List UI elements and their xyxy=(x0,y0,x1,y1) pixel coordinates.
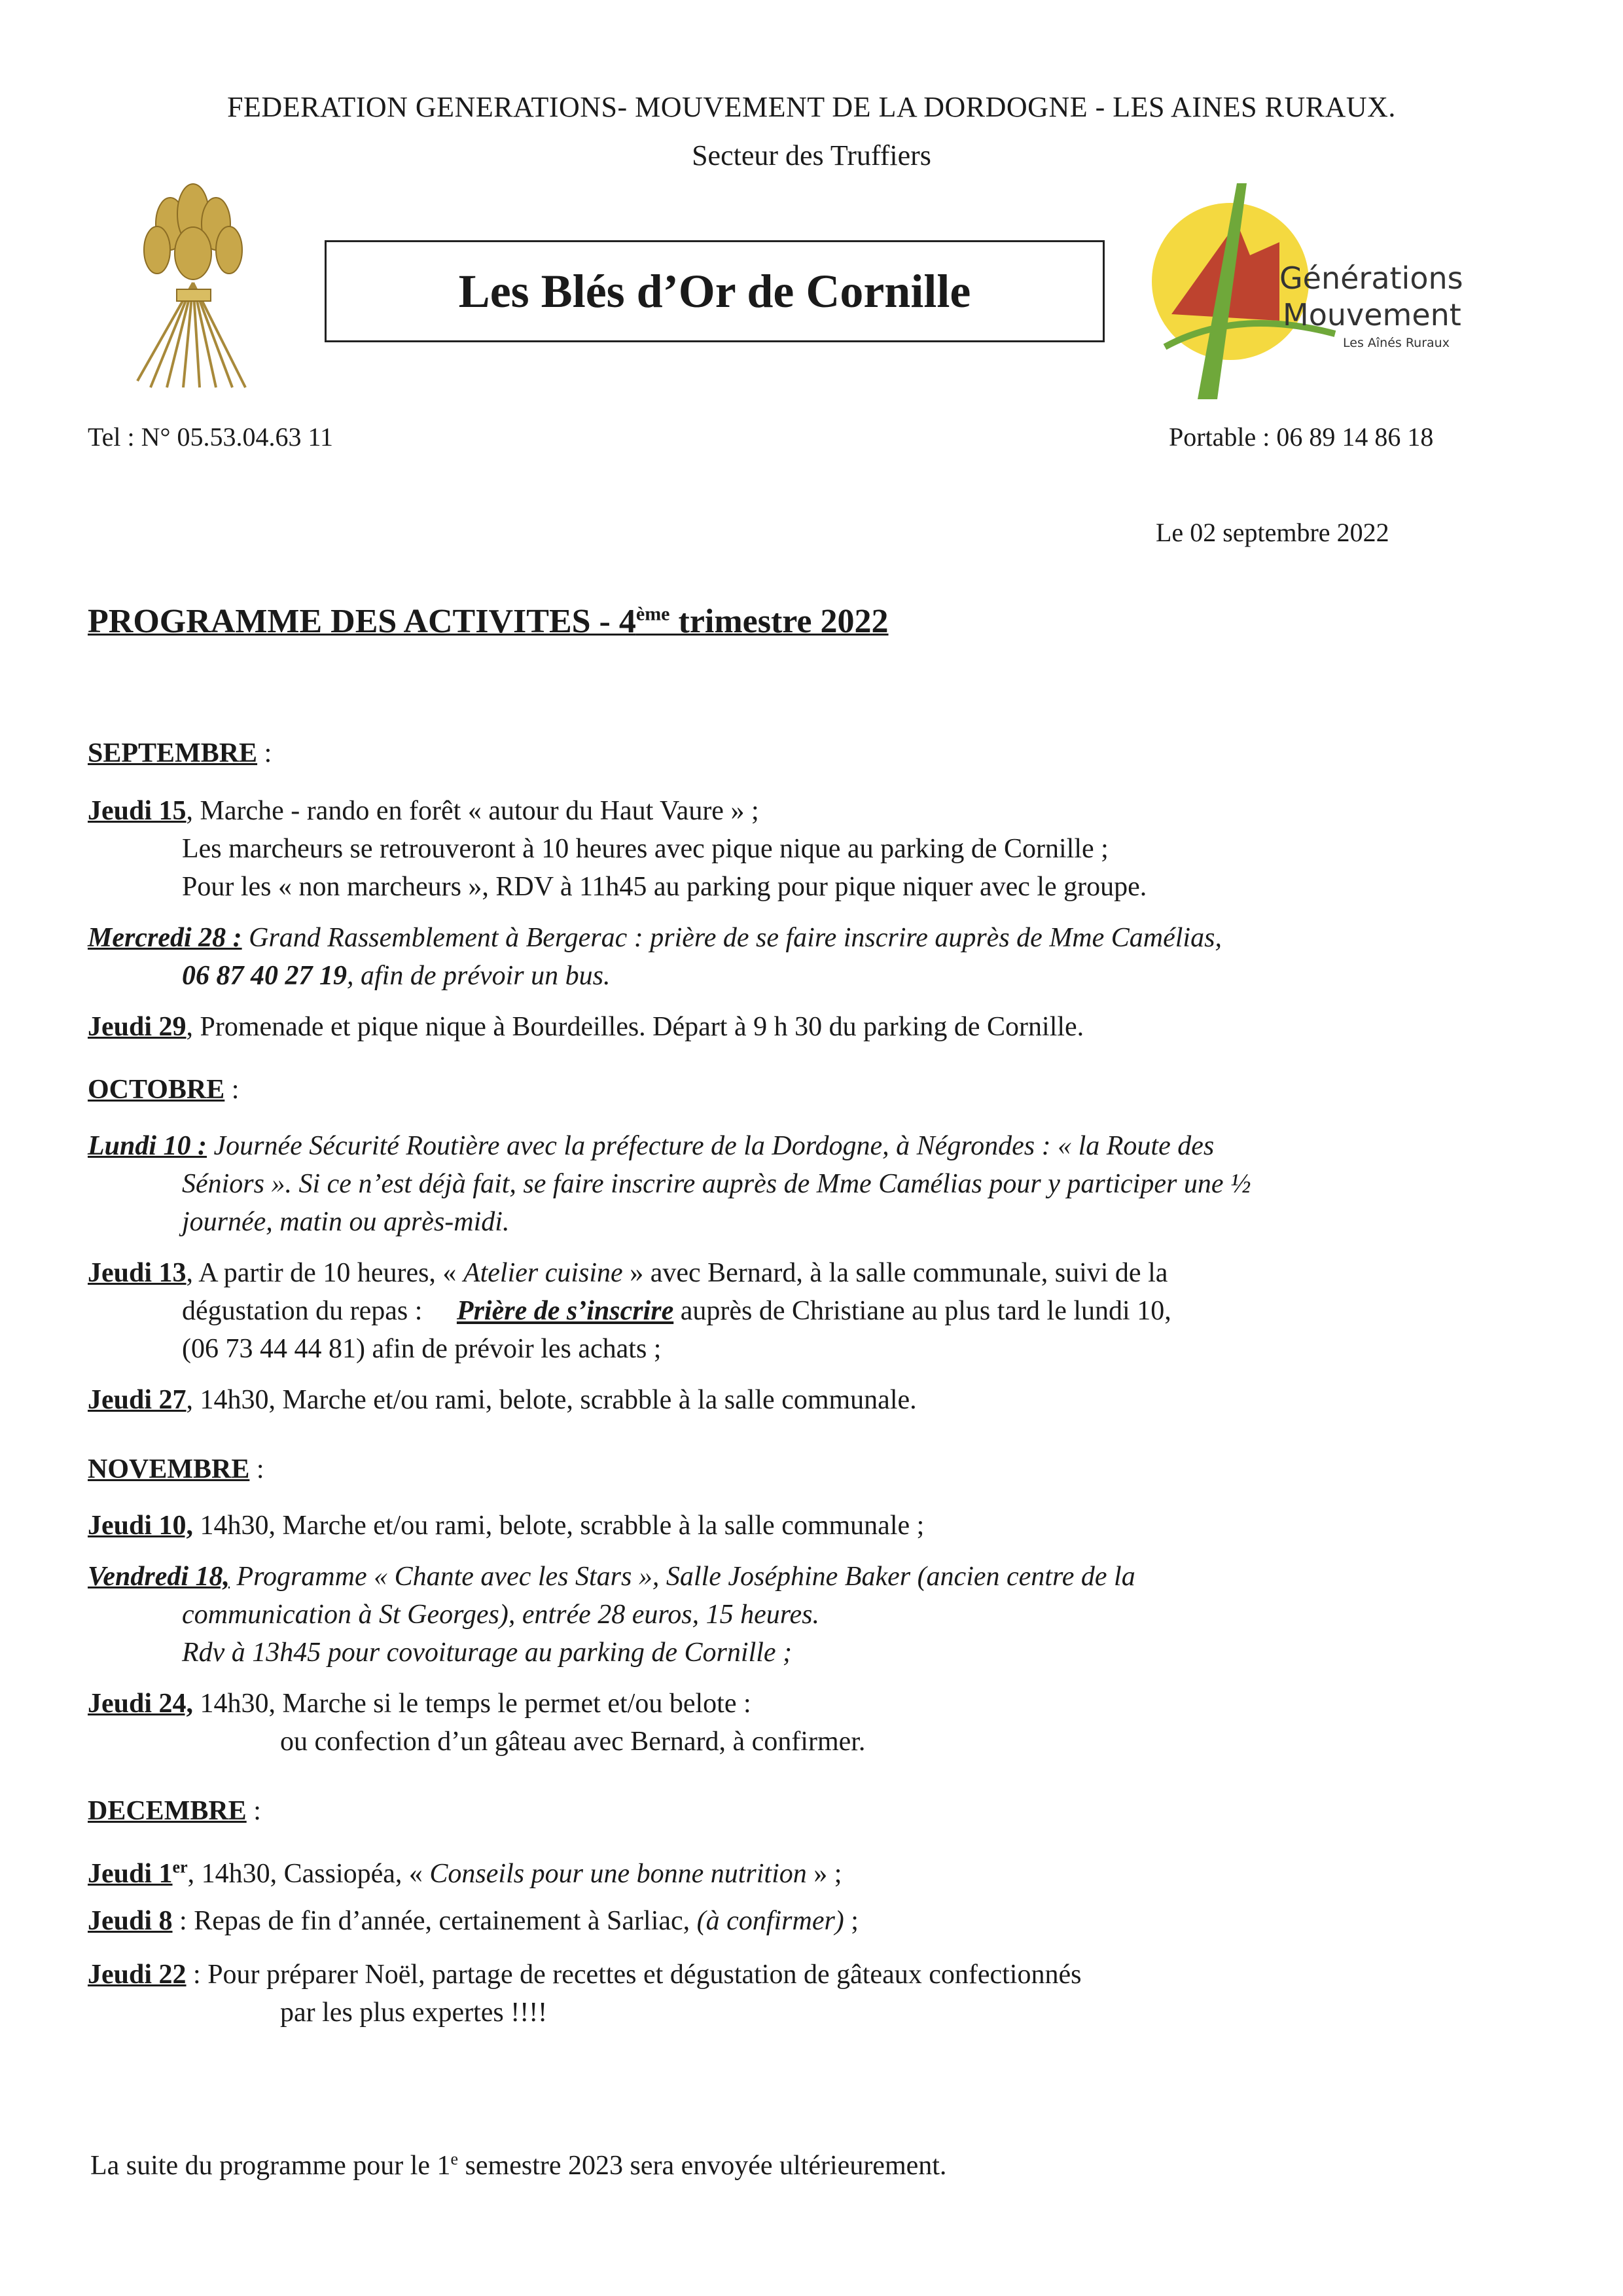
event-text: , Promenade et pique nique à Bourdeilles. Départ à 9 h 30 du parking de Cornille. xyxy=(186,1012,1084,1042)
event-novembre-24 xyxy=(88,1685,751,1723)
month-label: SEPTEMBRE xyxy=(88,738,258,768)
program-title xyxy=(88,602,889,641)
event-text-italic: Conseils pour une bonne nutrition xyxy=(429,1859,807,1889)
event-text-italic: (à confirmer) xyxy=(696,1906,844,1936)
club-title: Les Blés d’Or de Cornille xyxy=(325,240,1105,342)
month-heading-novembre xyxy=(88,1450,264,1488)
event-day: Jeudi 22 xyxy=(88,1960,187,1990)
event-text: dégustation du repas : xyxy=(182,1296,457,1326)
telephone-number: Tel : N° 05.53.04.63 11 xyxy=(88,422,334,452)
event-text: auprès de Christiane au plus tard le lundi 10, xyxy=(673,1296,1171,1326)
month-heading-septembre xyxy=(88,734,272,772)
event-day: Jeudi 29 xyxy=(88,1012,187,1042)
event-day: Vendredi 18, xyxy=(88,1562,230,1592)
event-septembre-28-line2 xyxy=(182,957,610,995)
secteur-subheading: Secteur des Truffiers xyxy=(692,139,931,171)
federation-heading: FEDERATION GENERATIONS- MOUVEMENT DE LA DORDOGNE - LES AINES RURAUX. xyxy=(227,91,1396,123)
month-label: NOVEMBRE xyxy=(88,1454,250,1484)
event-text: , 14h30, Marche et/ou rami, belote, scrabble à la salle communale. xyxy=(186,1385,917,1415)
event-octobre-27 xyxy=(88,1381,917,1419)
event-decembre-8 xyxy=(88,1902,859,1940)
letter-date: Le 02 septembre 2022 xyxy=(1156,518,1389,547)
mobile-number: Portable : 06 89 14 86 18 xyxy=(1169,422,1434,452)
month-label: DECEMBRE xyxy=(88,1796,247,1826)
closing-note xyxy=(90,2149,946,2181)
event-text: » ; xyxy=(806,1859,842,1889)
event-text: Grand Rassemblement à Bergerac : prière de se faire inscrire auprès de Mme Camélias, xyxy=(241,923,1222,953)
event-text: 14h30, Marche si le temps le permet et/ou belote : xyxy=(193,1689,751,1719)
event-text: Programme « Chante avec les Stars », Salle Joséphine Baker (ancien centre de la xyxy=(230,1562,1135,1592)
event-octobre-10-line2: Séniors ». Si ce n’est déjà fait, se faire inscrire auprès de Mme Camélias pour y participer une ½ xyxy=(182,1169,1251,1199)
event-septembre-29 xyxy=(88,1008,1084,1046)
event-octobre-13-line3: (06 73 44 44 81) afin de prévoir les achats ; xyxy=(182,1334,662,1364)
event-text: ; xyxy=(844,1906,859,1936)
closing-sup: e xyxy=(450,2149,459,2168)
event-text: , A partir de 10 heures, « xyxy=(186,1258,463,1288)
event-text: Journée Sécurité Routière avec la préfecture de la Dordogne, à Négrondes : « la Route des xyxy=(207,1131,1215,1161)
month-colon: : xyxy=(257,738,272,768)
event-decembre-1 xyxy=(88,1848,842,1893)
event-decembre-22-line2: par les plus expertes !!!! xyxy=(280,1998,548,2028)
event-text-italic: Atelier cuisine xyxy=(463,1258,623,1288)
event-day: Jeudi 1 xyxy=(88,1859,173,1889)
month-label: OCTOBRE xyxy=(88,1075,225,1105)
month-heading-decembre xyxy=(88,1792,261,1830)
closing-text: La suite du programme pour le 1 xyxy=(90,2151,451,2181)
logo-text-mouvement: Mouvement xyxy=(1283,297,1461,332)
logo-text-aines-ruraux: Les Aînés Ruraux xyxy=(1343,336,1450,350)
month-heading-octobre xyxy=(88,1071,239,1109)
wheat-sheaf-logo xyxy=(105,178,281,394)
month-colon: : xyxy=(249,1454,264,1484)
event-text: 14h30, Marche et/ou rami, belote, scrabble à la salle communale ; xyxy=(193,1511,925,1541)
event-text: » avec Bernard, à la salle communale, suivi de la xyxy=(622,1258,1168,1288)
program-title-main: PROGRAMME DES ACTIVITES - 4 xyxy=(88,603,636,640)
event-text: , 14h30, Cassiopéa, « xyxy=(187,1859,430,1889)
closing-text: semestre 2023 sera envoyée ultérieurement. xyxy=(458,2151,947,2181)
event-day: Jeudi 24, xyxy=(88,1689,194,1719)
event-novembre-18-line2: communication à St Georges), entrée 28 euros, 15 heures. xyxy=(182,1600,819,1630)
event-day: Jeudi 13 xyxy=(88,1258,187,1288)
event-septembre-15 xyxy=(88,792,759,830)
event-day: Jeudi 15 xyxy=(88,796,187,826)
generations-mouvement-logo xyxy=(1139,183,1479,399)
month-colon: : xyxy=(246,1796,261,1826)
logo-text-generations: Générations xyxy=(1279,260,1463,296)
event-phone: 06 87 40 27 19 xyxy=(182,961,347,991)
event-day: Jeudi 8 xyxy=(88,1906,173,1936)
event-octobre-13 xyxy=(88,1254,1168,1292)
event-octobre-13-line2 xyxy=(182,1292,1171,1330)
event-decembre-22 xyxy=(88,1956,1081,1994)
event-septembre-28 xyxy=(88,919,1222,957)
event-day: Lundi 10 : xyxy=(88,1131,207,1161)
event-septembre-15-line3: Pour les « non marcheurs », RDV à 11h45 au parking pour pique niquer avec le groupe. xyxy=(182,872,1147,902)
month-colon: : xyxy=(224,1075,240,1105)
event-day: Jeudi 27 xyxy=(88,1385,187,1415)
event-novembre-24-line2: ou confection d’un gâteau avec Bernard, à confirmer. xyxy=(280,1727,866,1757)
registration-note: Prière de s’inscrire xyxy=(456,1296,674,1326)
event-text: , afin de prévoir un bus. xyxy=(347,961,611,991)
event-octobre-10 xyxy=(88,1127,1214,1165)
event-novembre-18 xyxy=(88,1558,1135,1596)
program-title-sup: ème xyxy=(635,603,670,625)
event-text: : Repas de fin d’année, certainement à Sarliac, xyxy=(172,1906,697,1936)
event-novembre-18-line3: Rdv à 13h45 pour covoiturage au parking de Cornille ; xyxy=(182,1638,793,1668)
event-novembre-10 xyxy=(88,1507,924,1545)
event-day: Mercredi 28 : xyxy=(88,923,242,953)
program-title-suffix: trimestre 2022 xyxy=(669,603,889,640)
event-day: Jeudi 10, xyxy=(88,1511,194,1541)
event-text: , Marche - rando en forêt « autour du Haut Vaure » ; xyxy=(186,796,759,826)
event-text: : Pour préparer Noël, partage de recettes et dégustation de gâteaux confectionnés xyxy=(186,1960,1082,1990)
event-day-sup: er xyxy=(172,1857,188,1876)
event-septembre-15-line2: Les marcheurs se retrouveront à 10 heures avec pique nique au parking de Cornille ; xyxy=(182,834,1109,864)
event-octobre-10-line3: journée, matin ou après-midi. xyxy=(182,1207,510,1237)
